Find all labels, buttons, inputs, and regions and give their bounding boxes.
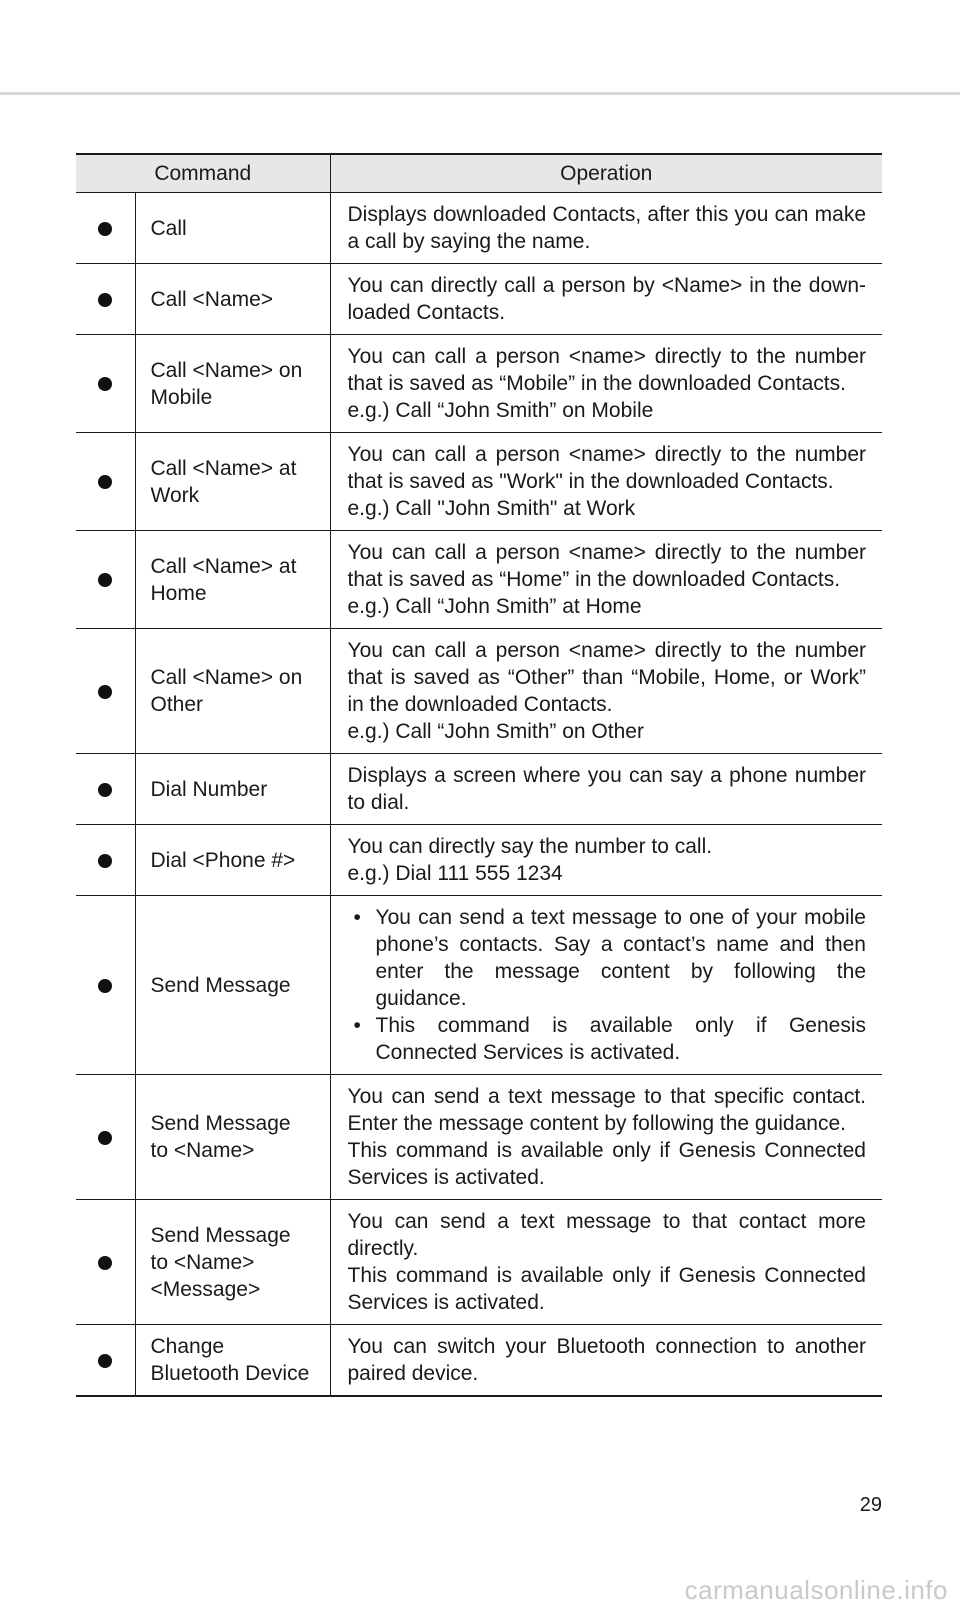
bullet-dot-icon xyxy=(98,1131,112,1145)
command-cell xyxy=(135,433,330,531)
command-text: to <Name> xyxy=(150,1139,255,1162)
operation-cell xyxy=(330,629,882,754)
table-row xyxy=(76,825,882,896)
table-row xyxy=(76,896,882,1075)
voice-command-table xyxy=(76,153,882,1397)
table-row xyxy=(76,1325,882,1397)
row-bullet-cell xyxy=(76,335,135,433)
table-body xyxy=(76,193,882,1397)
operation-text: You can directly call a person by <Name> in the down-loaded Contacts. xyxy=(347,274,866,324)
command-cell xyxy=(135,264,330,335)
table-row xyxy=(76,264,882,335)
bullet-dot-icon xyxy=(98,783,112,797)
row-bullet-cell xyxy=(76,264,135,335)
row-bullet-cell xyxy=(76,629,135,754)
row-bullet-cell xyxy=(76,1075,135,1200)
bullet-dot-icon xyxy=(98,573,112,587)
bullet-dot-icon xyxy=(98,1256,112,1270)
operation-cell xyxy=(330,896,882,1075)
operation-bullet-item: • You can send a text message to one of your mobile phone’s contacts. Say a contact’s name and then enter the message content by following the guidance. xyxy=(348,904,867,1012)
command-text: Call <Name> xyxy=(150,287,274,311)
operation-text: e.g.) Call “John Smith” on Other xyxy=(347,720,644,743)
operation-bullet-item: • This command is available only if Genesis Connected Services is activated. xyxy=(348,1012,867,1066)
operation-cell xyxy=(330,1200,882,1325)
row-bullet-cell xyxy=(76,531,135,629)
command-text: Call <Name> on Mobile xyxy=(150,358,303,409)
command-text: Dial Number xyxy=(150,777,268,801)
bullet-dot-icon xyxy=(98,685,112,699)
table-row xyxy=(76,531,882,629)
command-cell xyxy=(135,754,330,825)
command-text: Call <Name> on Other xyxy=(150,666,303,716)
table-row xyxy=(76,1200,882,1325)
table-header-row xyxy=(76,154,882,193)
operation-cell xyxy=(330,1075,882,1200)
operation-text: e.g.) Call "John Smith" at Work xyxy=(347,497,636,520)
operation-text: You can call a person <name> directly to the number that is saved as “Mobile” in the downloaded Contacts. xyxy=(347,345,866,395)
watermark: carmanualsonline.info xyxy=(684,1575,948,1605)
operation-cell xyxy=(330,825,882,896)
bullet-dot-icon xyxy=(98,293,112,307)
command-text: <Message> xyxy=(150,1277,261,1301)
operation-text: This command is available only if Genesis Connected Services is activated. xyxy=(347,1139,866,1189)
operation-text: You can switch your Bluetooth connection to another paired device. xyxy=(347,1335,866,1385)
bullet-dot-icon xyxy=(98,854,112,868)
operation-text: You can call a person <name> directly to the number that is saved as “Other” than “Mobile, Home, or Work” in the downloaded Contacts. xyxy=(347,639,866,716)
command-text: Send Message xyxy=(150,973,291,997)
operation-column-header: Operation xyxy=(330,154,882,193)
command-text: Call xyxy=(150,216,187,240)
command-cell xyxy=(135,629,330,754)
operation-text: e.g.) Call “John Smith” on Mobile xyxy=(347,399,654,422)
row-bullet-cell xyxy=(76,754,135,825)
command-text: Call <Name> at Work xyxy=(150,456,297,507)
row-bullet-cell xyxy=(76,433,135,531)
command-cell xyxy=(135,1075,330,1200)
command-cell xyxy=(135,335,330,433)
command-cell xyxy=(135,896,330,1075)
command-cell xyxy=(135,1200,330,1325)
operation-text: You can call a person <name> directly to the number that is saved as “Home” in the downloaded Contacts. xyxy=(347,541,866,591)
table-row xyxy=(76,335,882,433)
operation-text: Displays a screen where you can say a phone number to dial. xyxy=(347,764,866,814)
operation-text: Displays downloaded Contacts, after this you can make a call by saying the name. xyxy=(347,203,866,253)
operation-cell xyxy=(330,1325,882,1397)
command-text: Bluetooth Device xyxy=(150,1362,310,1385)
table-row xyxy=(76,433,882,531)
command-column-header: Command xyxy=(76,154,330,193)
bullet-dot-icon xyxy=(98,475,112,489)
bullet-dot-icon xyxy=(98,377,112,391)
command-cell xyxy=(135,193,330,264)
operation-cell xyxy=(330,433,882,531)
command-cell xyxy=(135,825,330,896)
table-row xyxy=(76,629,882,754)
operation-cell xyxy=(330,264,882,335)
command-text: Dial <Phone #> xyxy=(150,848,296,872)
operation-bullet-list xyxy=(348,904,867,1066)
page-number: 29 xyxy=(859,1494,882,1516)
operation-text: You can call a person <name> directly to the number that is saved as "Work" in the downloaded Contacts. xyxy=(347,443,866,493)
command-text: Call <Name> at Home xyxy=(150,554,297,605)
operation-cell xyxy=(330,531,882,629)
operation-text: You can send a text message to that contact more directly. xyxy=(347,1210,866,1260)
header-rule xyxy=(0,92,960,95)
row-bullet-cell xyxy=(76,193,135,264)
command-cell xyxy=(135,531,330,629)
table-row xyxy=(76,754,882,825)
operation-text: e.g.) Call “John Smith” at Home xyxy=(347,595,642,618)
operation-text: This command is available only if Genesis Connected Services is activated. xyxy=(347,1264,866,1314)
operation-text: e.g.) Dial 111 555 1234 xyxy=(347,862,563,885)
command-text: Send Message xyxy=(150,1112,291,1135)
operation-text: You can send a text message to that specific contact. Enter the message content by following the guidance. xyxy=(347,1085,866,1135)
command-text: to <Name> xyxy=(150,1250,255,1274)
command-text: Send Message xyxy=(150,1223,291,1247)
row-bullet-cell xyxy=(76,896,135,1075)
row-bullet-cell xyxy=(76,825,135,896)
operation-cell xyxy=(330,754,882,825)
table-row xyxy=(76,193,882,264)
operation-cell xyxy=(330,193,882,264)
bullet-dot-icon xyxy=(98,979,112,993)
command-text: Change xyxy=(150,1335,225,1358)
table-row xyxy=(76,1075,882,1200)
row-bullet-cell xyxy=(76,1200,135,1325)
command-cell xyxy=(135,1325,330,1397)
bullet-dot-icon xyxy=(98,1354,112,1368)
operation-cell xyxy=(330,335,882,433)
bullet-dot-icon xyxy=(98,222,112,236)
operation-text: You can directly say the number to call. xyxy=(347,835,713,858)
row-bullet-cell xyxy=(76,1325,135,1397)
